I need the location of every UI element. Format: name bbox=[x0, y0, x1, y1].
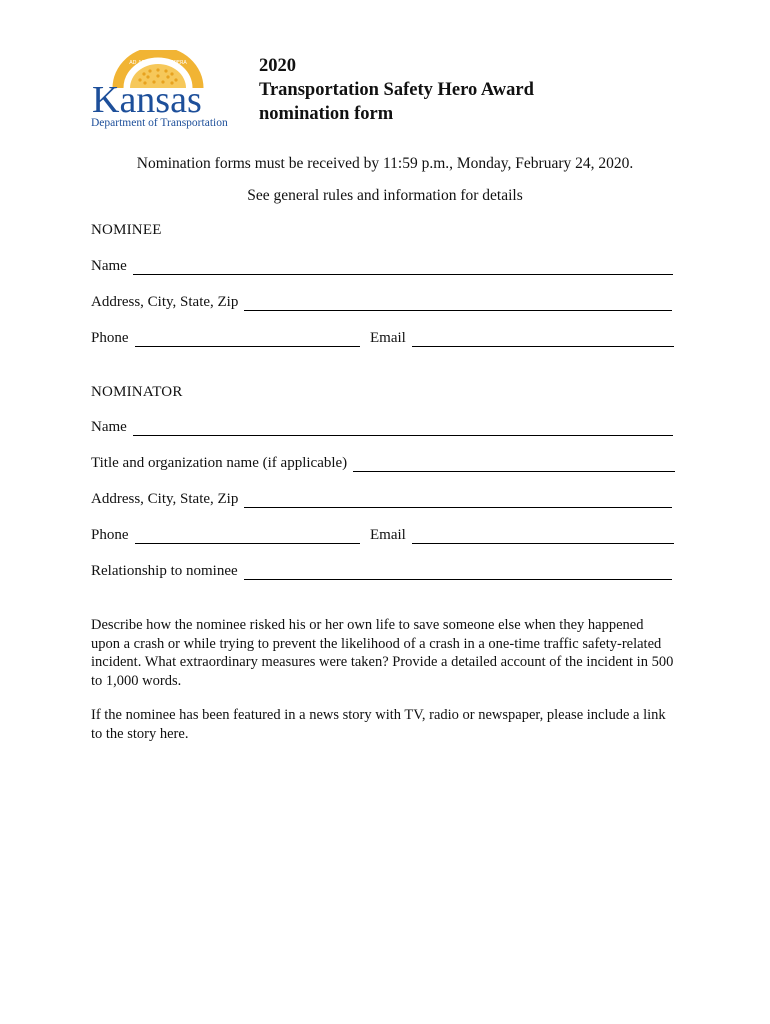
logo-subtitle: Department of Transportation bbox=[91, 117, 228, 129]
nominator-phone-label: Phone bbox=[91, 527, 129, 543]
svg-text:AD ASTRA PER ASPERA: AD ASTRA PER ASPERA bbox=[129, 60, 187, 66]
nominator-email-field bbox=[370, 527, 674, 544]
describe-instructions: Describe how the nominee risked his or her own life to save someone else when they happened upon a crash or while trying to prevent the likelihood of a crash in a one-time traffic safety-related incident. What extraordinary measures were taken? Provide a detailed account of the incident in 500 to 1,000 words. bbox=[91, 617, 674, 689]
nominator-phone-input[interactable] bbox=[135, 529, 360, 544]
nominee-heading: NOMINEE bbox=[91, 222, 162, 238]
nominator-email-label: Email bbox=[370, 527, 406, 543]
nominee-address-field bbox=[91, 294, 672, 311]
nominee-email-field bbox=[370, 330, 674, 347]
nominator-title-org-label: Title and organization name (if applicable) bbox=[91, 455, 348, 471]
news-instructions: If the nominee has been featured in a news story with TV, radio or newspaper, please include a link to the story here. bbox=[91, 707, 666, 742]
nominee-phone-label: Phone bbox=[91, 330, 129, 346]
nominator-address-input[interactable] bbox=[244, 493, 672, 508]
nominator-address-field bbox=[91, 491, 672, 508]
nominee-phone-input[interactable] bbox=[135, 332, 360, 347]
form-title bbox=[259, 54, 534, 126]
nominee-email-label: Email bbox=[370, 330, 406, 346]
nominator-heading: NOMINATOR bbox=[91, 384, 183, 400]
relationship-input[interactable] bbox=[244, 565, 672, 580]
nominator-title-org-input[interactable] bbox=[353, 457, 675, 472]
nominator-name-label: Name bbox=[91, 419, 127, 435]
kdot-logo bbox=[88, 50, 228, 130]
nominator-phone-field bbox=[91, 527, 360, 544]
title-year: 2020 bbox=[259, 56, 296, 76]
nominator-title-org-field bbox=[91, 455, 675, 472]
relationship-label: Relationship to nominee bbox=[91, 563, 238, 579]
nominee-address-input[interactable] bbox=[244, 296, 672, 311]
deadline-notice: Nomination forms must be received by 11:59 p.m., Monday, February 24, 2020. bbox=[136, 155, 634, 172]
title-line-2: nomination form bbox=[259, 104, 394, 124]
nominator-name-field bbox=[91, 419, 673, 436]
nominee-name-input[interactable] bbox=[133, 260, 673, 275]
nominee-phone-field bbox=[91, 330, 360, 347]
nominee-name-field bbox=[91, 258, 673, 275]
title-line-1: Transportation Safety Hero Award bbox=[259, 80, 534, 100]
nominator-email-input[interactable] bbox=[412, 529, 674, 544]
relationship-field bbox=[91, 563, 672, 580]
rules-notice: See general rules and information for details bbox=[247, 187, 523, 204]
nominator-name-input[interactable] bbox=[133, 421, 673, 436]
nominee-email-input[interactable] bbox=[412, 332, 674, 347]
logo-wordmark: Kansas bbox=[92, 79, 202, 121]
nominee-address-label: Address, City, State, Zip bbox=[91, 294, 239, 310]
nominee-name-label: Name bbox=[91, 258, 127, 274]
nominator-address-label: Address, City, State, Zip bbox=[91, 491, 239, 507]
kansas-sunflower-logo-icon bbox=[88, 50, 228, 130]
